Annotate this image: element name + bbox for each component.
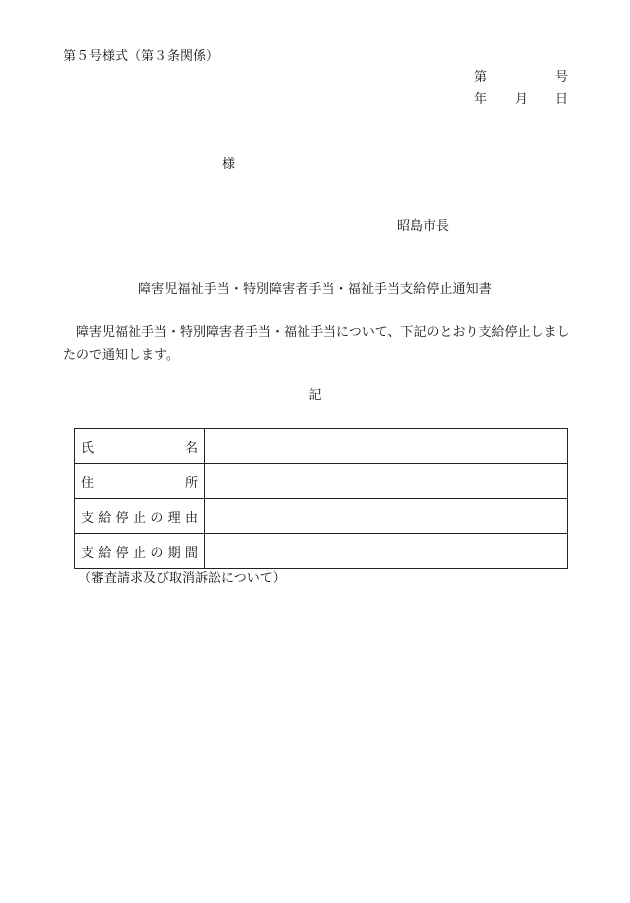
address-label-char: 住 — [81, 475, 95, 491]
stop-period-label-char: の — [150, 545, 164, 561]
name-label-char: 氏 — [81, 440, 95, 456]
form-number: 第５号様式（第３条関係） — [63, 49, 220, 64]
details-table — [74, 428, 568, 569]
document-number-suffix: 号 — [554, 70, 568, 85]
stop-reason-label-char: 支 — [81, 510, 95, 526]
document-number-prefix: 第 — [474, 70, 488, 85]
addressee-honorific: 様 — [222, 157, 236, 172]
name-label-cell — [75, 429, 205, 464]
stop-reason-label-char: 止 — [132, 510, 146, 526]
ki-heading: 記 — [308, 388, 322, 403]
stop-period-label-cell — [75, 534, 205, 569]
date-month: 月 — [515, 92, 529, 107]
stop-period-label-char: 給 — [98, 545, 112, 561]
stop-reason-value-cell[interactable] — [205, 499, 568, 534]
name-label-char: 名 — [184, 440, 198, 456]
address-label-cell — [75, 464, 205, 499]
notice-body: 障害児福祉手当・特別障害者手当・福祉手当について、下記のとおり支給停止しましたので通知します。 — [63, 325, 570, 363]
sender-name: 昭島市長 — [397, 219, 450, 234]
name-value-cell[interactable] — [205, 429, 568, 464]
stop-reason-label-cell — [75, 499, 205, 534]
stop-period-label-char: 支 — [81, 545, 95, 561]
table-row — [75, 464, 568, 499]
address-label-char: 所 — [184, 475, 198, 491]
table-row — [75, 534, 568, 569]
date-year: 年 — [474, 92, 488, 107]
stop-period-label-char: 期 — [167, 545, 181, 561]
address-value-cell[interactable] — [205, 464, 568, 499]
document-number-line — [474, 70, 568, 86]
stop-period-label-char: 間 — [184, 545, 198, 561]
stop-reason-label-char: 停 — [115, 510, 129, 526]
stop-period-label-char: 停 — [115, 545, 129, 561]
stop-period-value-cell[interactable] — [205, 534, 568, 569]
date-line — [474, 92, 568, 108]
date-day: 日 — [554, 92, 568, 107]
stop-reason-label-char: 理 — [167, 510, 181, 526]
stop-reason-label-char: の — [150, 510, 164, 526]
stop-reason-label-char: 由 — [184, 510, 198, 526]
table-row — [75, 499, 568, 534]
stop-period-label-char: 止 — [132, 545, 146, 561]
table-row — [75, 429, 568, 464]
appeal-note: （審査請求及び取消訴訟について） — [78, 571, 286, 586]
stop-reason-label-char: 給 — [98, 510, 112, 526]
document-title: 障害児福祉手当・特別障害者手当・福祉手当支給停止通知書 — [138, 282, 492, 297]
